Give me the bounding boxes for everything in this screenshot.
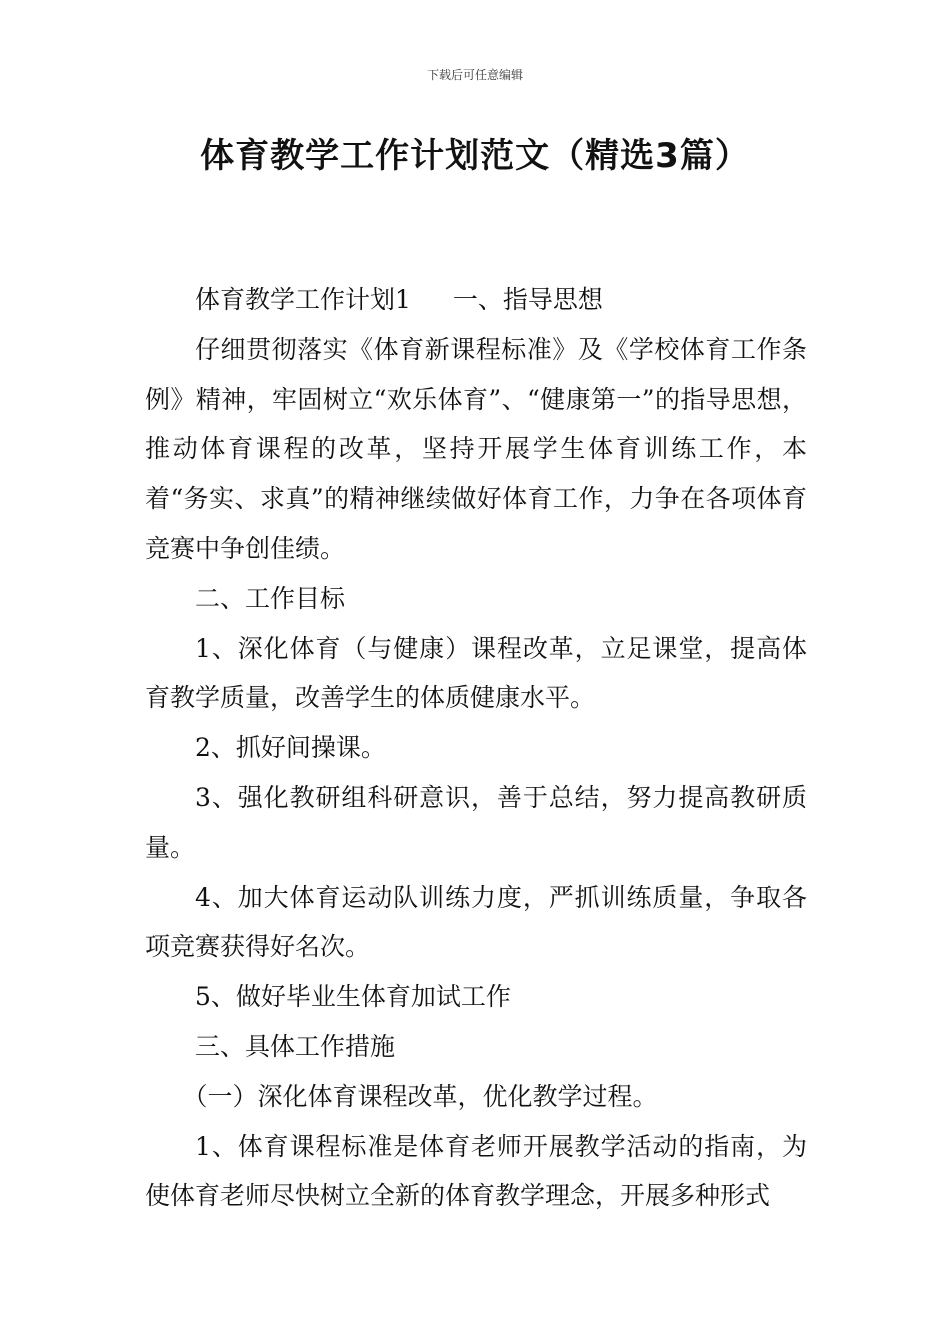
paragraph: 1、体育课程标准是体育老师开展教学活动的指南，为使体育老师尽快树立全新的体育教学理念，开展多种形式 [145, 1131, 807, 1211]
intro-line [145, 275, 807, 325]
paragraph: 1、深化体育（与健康）课程改革，立足课堂，提高体育教学质量，改善学生的体质健康水平。 [145, 633, 807, 713]
sub-heading: （一）深化体育课程改革，优化教学过程。 [182, 1081, 658, 1111]
paragraph: 3、强化教研组科研意识，善于总结，努力提高教研质量。 [145, 782, 807, 862]
section-label: 体育教学工作计划1 [195, 285, 411, 314]
section-heading: 三、具体工作措施 [195, 1031, 396, 1061]
document-body [145, 275, 807, 1221]
paragraph: 5、做好毕业生体育加试工作 [195, 982, 511, 1012]
document-title: 体育教学工作计划范文（精选3篇） [200, 136, 750, 176]
paragraph: 2、抓好间操课。 [195, 733, 386, 763]
section-heading: 二、工作目标 [195, 583, 346, 613]
paragraph: 仔细贯彻落实《体育新课程标准》及《学校体育工作条例》精神，牢固树立“欢乐体育”、“健康第一”的指导思想，推动体育课程的改革，坚持开展学生体育训练工作，本着“务实、求真”的精神继续做好体育工作，力争在各项体育竞赛中争创佳绩。 [145, 334, 807, 563]
paragraph: 4、加大体育运动队训练力度，严抓训练质量，争取各项竞赛获得好名次。 [145, 882, 807, 962]
header-note: 下载后可任意编辑 [426, 68, 523, 82]
section-heading: 一、指导思想 [452, 285, 603, 314]
